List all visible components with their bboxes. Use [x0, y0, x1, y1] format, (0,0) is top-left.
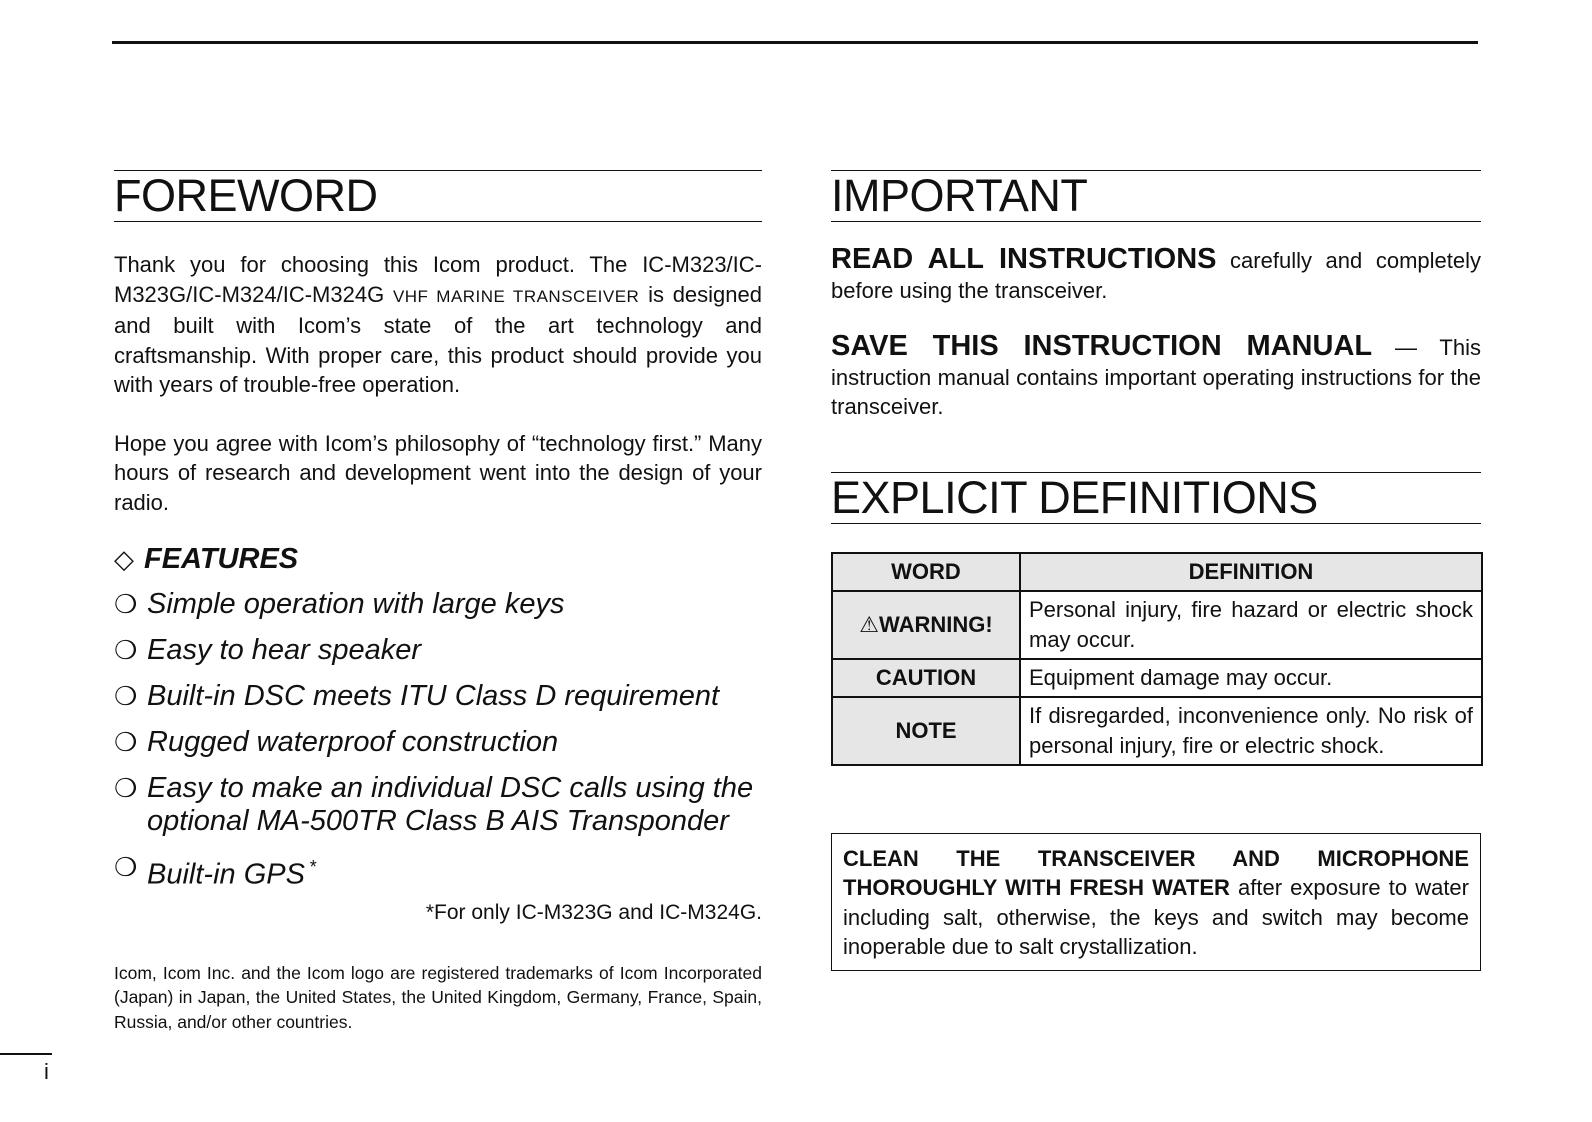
features-heading: ◇ FEATURES: [114, 543, 299, 575]
open-circle-bullet-icon: ❍: [114, 727, 138, 757]
feature-item: ❍ Simple operation with large keys: [114, 588, 565, 620]
feature-item: ❍ Built-in GPS *: [114, 852, 316, 891]
header-rule: [112, 41, 1478, 44]
definition-warning: Personal injury, fire hazard or electric shock may occur.: [1020, 591, 1482, 659]
term-warning: ⚠WARNING!: [832, 591, 1020, 659]
features-list: [114, 588, 762, 892]
definitions-table: [831, 552, 1483, 766]
table-row: [832, 697, 1482, 765]
important-column: [831, 170, 1481, 971]
column-header-word: WORD: [832, 553, 1020, 591]
feature-item: ❍ Built-in DSC meets ITU Class D requirement: [114, 680, 720, 712]
term-note: NOTE: [832, 697, 1020, 765]
feature-item: ❍ Easy to hear speaker: [114, 634, 422, 666]
term-caution: CAUTION: [832, 659, 1020, 697]
trademark-notice: Icom, Icom Inc. and the Icom logo are registered trademarks of Icom Incorporated (Japan) in Japan, the United States, the United Kingdom, Germany, France, Spain, Russia, and/or other countries.: [114, 962, 762, 1032]
foreword-paragraph-2: Hope you agree with Icom’s philosophy of “technology first.” Many hours of research and development went into the design of your radio.: [114, 430, 762, 515]
open-circle-bullet-icon: ❍: [114, 773, 138, 803]
open-circle-bullet-icon: ❍: [114, 589, 138, 619]
cleaning-notice-box: CLEAN THE TRANSCEIVER AND MICROPHONE THOROUGHLY WITH FRESH WATER after exposure to water including salt, otherwise, the keys and switch may become inoperable due to salt crystallization.: [831, 833, 1481, 971]
foreword-heading: FOREWORD: [114, 170, 762, 222]
feature-item: ❍ Easy to make an individual DSC calls using the optional MA-500TR Class B AIS Transponder: [114, 772, 754, 837]
open-circle-bullet-icon: ❍: [114, 635, 138, 665]
foreword-paragraph-1: Thank you for choosing this Icom product. The IC-M323/IC-M323G/IC-M324/IC-M324G VHF MARINE TRANSCEIVER is designed and built with Icom’s state of the art technology and craftsmanship. With proper care, this product should provide you with years of trouble-free operation.: [114, 252, 762, 397]
foreword-column: [114, 170, 762, 1034]
footnote-marker: *: [308, 857, 316, 877]
important-heading: IMPORTANT: [831, 170, 1481, 222]
save-manual-paragraph: SAVE THIS INSTRUCTION MANUAL — This instruction manual contains important operating instructions for the transceiver.: [831, 330, 1481, 419]
definitions-heading: EXPLICIT DEFINITIONS: [831, 472, 1481, 524]
footnote: *For only IC-M323G and IC-M324G.: [425, 900, 762, 924]
diamond-outline-icon: ◇: [114, 544, 134, 574]
open-circle-bullet-icon: ❍: [114, 681, 138, 711]
open-circle-bullet-icon: ❍: [114, 852, 138, 882]
definition-caution: Equipment damage may occur.: [1020, 659, 1482, 697]
warning-triangle-icon: ⚠: [859, 611, 880, 637]
read-instructions-paragraph: READ ALL INSTRUCTIONS carefully and completely before using the transceiver.: [831, 243, 1481, 303]
table-row: [832, 659, 1482, 697]
definition-note: If disregarded, inconvenience only. No risk of personal injury, fire or electric shock.: [1020, 697, 1482, 765]
feature-item: ❍ Rugged waterproof construction: [114, 726, 559, 758]
table-header-row: [832, 553, 1482, 591]
page-number-rule: [0, 1053, 52, 1055]
table-row: [832, 591, 1482, 659]
column-header-definition: DEFINITION: [1020, 553, 1482, 591]
page-number: i: [44, 1059, 49, 1084]
